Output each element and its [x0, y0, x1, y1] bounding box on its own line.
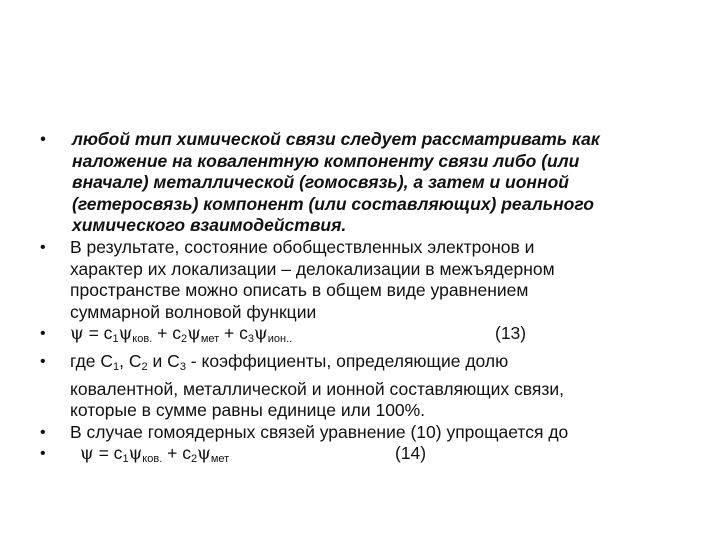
subscript: 1 [112, 333, 119, 346]
subscript: ков. [132, 333, 153, 346]
text-line: пространстве можно описать в общем виде уравнением [70, 280, 529, 301]
psi-symbol: ψ [118, 324, 133, 345]
bullet-marker: • [40, 238, 46, 256]
text-fragment: где С [70, 350, 114, 371]
text-line: В случае гомоядерных связей уравнение (10) упрощается до [70, 421, 569, 442]
subscript: 1 [113, 360, 120, 373]
subscript: 2 [141, 360, 148, 373]
bullet-item-1 [40, 129, 700, 237]
subscript: 3 [247, 333, 255, 346]
bullet-list [40, 129, 700, 471]
text-fragment: , С [119, 350, 142, 371]
formula-14 [70, 443, 700, 471]
equation-number: (13) [495, 323, 527, 344]
formula-text: + с [162, 443, 191, 464]
formula-text: = с [93, 443, 123, 464]
subscript: 1 [122, 453, 129, 466]
subscript: 2 [180, 333, 188, 346]
bullet-marker: • [40, 325, 46, 343]
text-line: суммарной волновой функции [70, 301, 317, 322]
formula-13 [70, 323, 700, 351]
text-line: которые в сумме равны единице или 100%. [70, 400, 426, 421]
bullet-marker: • [40, 423, 46, 441]
subscript: мет [200, 333, 220, 346]
bullet-item-3-formula [40, 323, 700, 351]
formula-text: + с [152, 323, 181, 344]
bullet-marker: • [40, 352, 46, 370]
subscript: 2 [190, 453, 198, 466]
equation-number: (14) [395, 443, 427, 464]
text-line: любой тип химической связи следует рассматривать как [72, 129, 600, 149]
psi-symbol: ψ [254, 324, 268, 345]
psi-symbol: ψ [80, 444, 94, 465]
subscript: ион.. [267, 333, 293, 346]
text-line [70, 351, 700, 379]
subscript: мет [210, 453, 230, 466]
bullet-marker: • [40, 445, 46, 463]
psi-symbol: ψ [70, 324, 84, 345]
formula-text: + с [219, 323, 248, 344]
formula-text: = с [83, 323, 113, 344]
bullet-item-4 [40, 351, 700, 422]
subscript: 3 [179, 360, 186, 373]
psi-symbol: ψ [187, 324, 201, 345]
bullet-marker: • [40, 131, 46, 148]
subscript: ков. [142, 453, 163, 466]
bullet-item-6-formula [40, 443, 700, 471]
psi-symbol: ψ [128, 444, 143, 465]
text-fragment: - коэффициенты, определяющие долю [185, 350, 509, 371]
text-line: вначале) металлической (гомосвязь), а затем и ионной [72, 172, 569, 193]
bullet-item-2 [40, 237, 700, 323]
text-line: В результате, состояние обобществленных электронов и [70, 236, 535, 257]
text-line: ковалентной, металлической и ионной составляющих связи, [70, 378, 564, 399]
text-fragment: и С [147, 350, 180, 371]
psi-symbol: ψ [197, 444, 211, 465]
text-line: (гетеросвязь) компонент (или составляющих) реального [72, 193, 594, 214]
bullet-item-5 [40, 422, 700, 444]
text-line: химического взаимодействия. [72, 215, 347, 236]
text-line: наложение на ковалентную компоненту связи либо (или [72, 150, 580, 171]
text-line: характер их локализации – делокализации в межъядерном [70, 258, 555, 279]
